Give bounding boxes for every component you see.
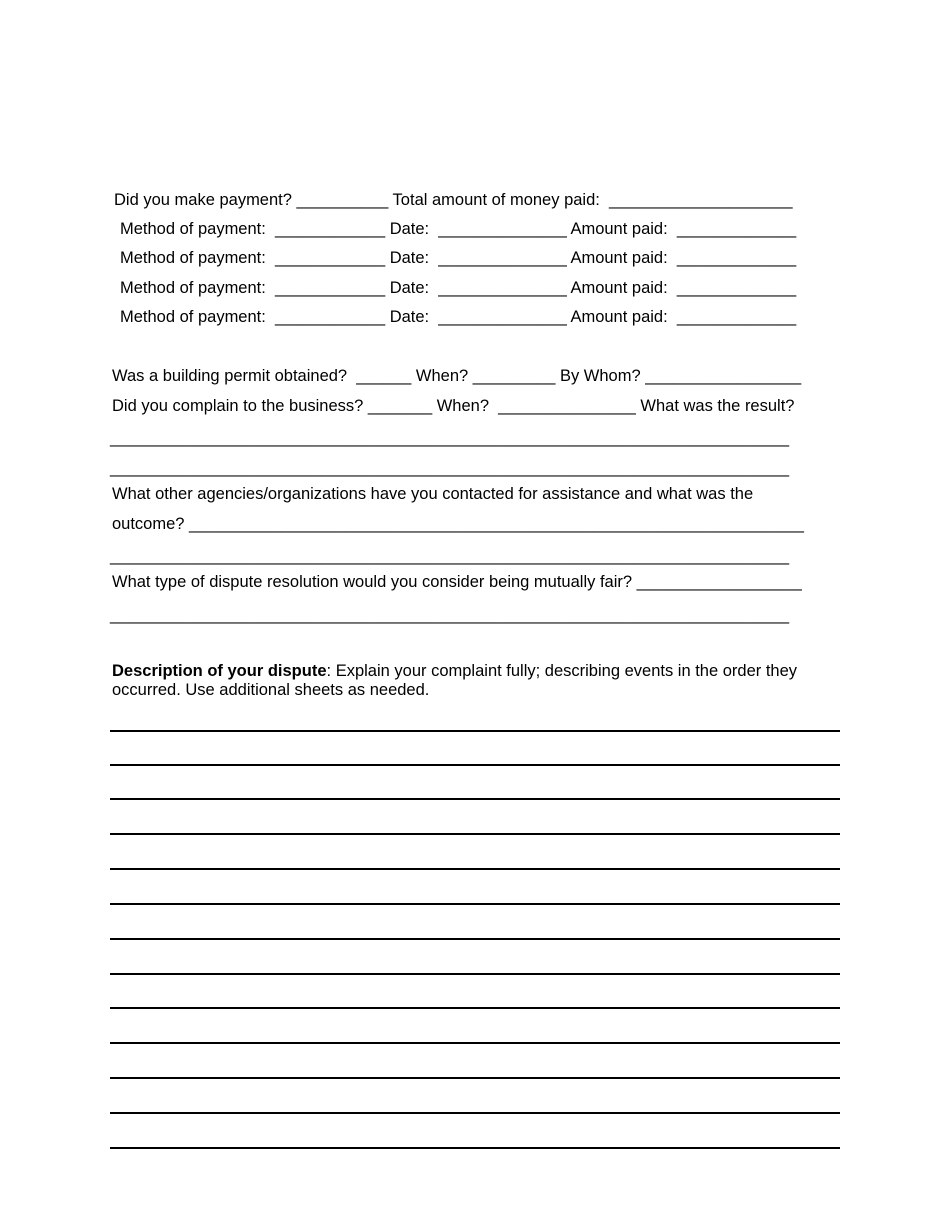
agencies-question-line-1: What other agencies/organizations have you contacted for assistance and what was the <box>112 485 754 503</box>
agencies-blank[interactable]: __________________________________________________________________________ <box>110 547 790 565</box>
agencies-question-line-2[interactable]: outcome? ___________________________________________________________________ <box>112 515 804 533</box>
payment-row-3[interactable]: Method of payment: ____________ Date: ______________ Amount paid: _____________ <box>120 279 797 297</box>
writing-line[interactable] <box>110 1042 840 1044</box>
dispute-resolution-blank[interactable]: __________________________________________________________________________ <box>110 606 790 624</box>
payment-row-2[interactable]: Method of payment: ____________ Date: ______________ Amount paid: _____________ <box>120 249 797 267</box>
payment-row-4[interactable]: Method of payment: ____________ Date: ______________ Amount paid: _____________ <box>120 308 797 326</box>
writing-line[interactable] <box>110 1112 840 1114</box>
writing-line[interactable] <box>110 868 840 870</box>
dispute-resolution-question[interactable]: What type of dispute resolution would you consider being mutually fair? __________________ <box>112 573 802 591</box>
writing-line[interactable] <box>110 764 840 766</box>
writing-line[interactable] <box>110 903 840 905</box>
writing-line[interactable] <box>110 833 840 835</box>
writing-line[interactable] <box>110 938 840 940</box>
writing-line[interactable] <box>110 730 840 732</box>
description-instructions <box>112 662 842 700</box>
writing-line[interactable] <box>110 973 840 975</box>
description-heading: Description of your dispute <box>112 662 327 680</box>
complain-result-blank-1[interactable]: __________________________________________________________________________ <box>110 429 790 447</box>
payment-question[interactable]: Did you make payment? __________ Total amount of money paid: ____________________ <box>114 191 793 209</box>
writing-line[interactable] <box>110 1007 840 1009</box>
description-text: : Explain your complaint fully; describing events in the order they occurred. Use additional sheets as needed. <box>112 662 798 699</box>
payment-row-1[interactable]: Method of payment: ____________ Date: ______________ Amount paid: _____________ <box>120 220 797 238</box>
writing-line[interactable] <box>110 1077 840 1079</box>
writing-line[interactable] <box>110 798 840 800</box>
complain-question[interactable]: Did you complain to the business? _______ When? _______________ What was the result? <box>112 397 795 415</box>
writing-line[interactable] <box>110 1147 840 1149</box>
complain-result-blank-2[interactable]: __________________________________________________________________________ <box>110 459 790 477</box>
building-permit-question[interactable]: Was a building permit obtained? ______ When? _________ By Whom? _________________ <box>112 367 802 385</box>
